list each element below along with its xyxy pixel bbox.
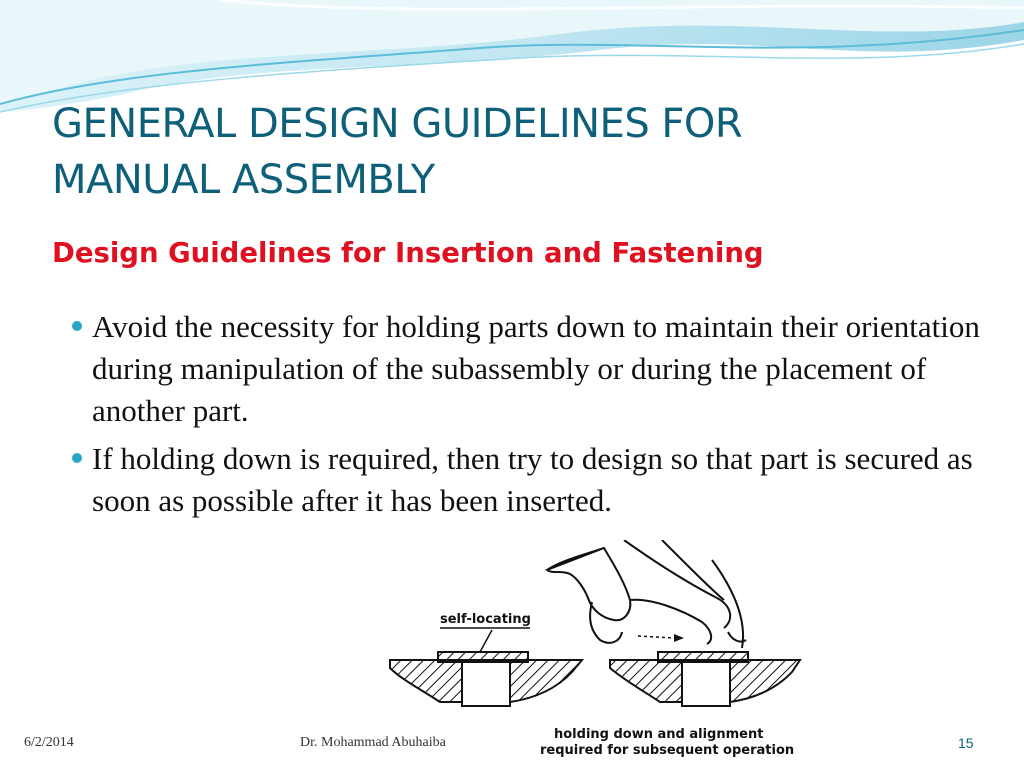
footer-author: Dr. Mohammad Abuhaiba	[300, 735, 446, 750]
title-line-1: GENERAL DESIGN GUIDELINES FOR	[52, 101, 743, 147]
assembly-illustration	[362, 540, 936, 768]
label-holding-down-line2: required for subsequent operation	[540, 743, 795, 758]
slide-title	[52, 96, 952, 208]
bullet-item	[70, 438, 990, 522]
label-self-locating: self-locating	[440, 612, 531, 627]
bullet-text: If holding down is required, then try to design so that part is secured as soon as possible after it has been inserted.	[92, 441, 973, 518]
bullet-item	[70, 306, 990, 432]
bullet-dot-icon	[72, 453, 82, 463]
footer-date: 6/2/2014	[24, 735, 74, 750]
slide-number: 15	[958, 735, 974, 751]
bullet-list	[70, 306, 990, 528]
title-line-2: MANUAL ASSEMBLY	[52, 157, 435, 203]
label-holding-down-line1: holding down and alignment	[554, 727, 764, 742]
slide-subtitle: Design Guidelines for Insertion and Fastening	[52, 237, 764, 269]
bullet-text: Avoid the necessity for holding parts down to maintain their orientation during manipulation of the subassembly or during the placement of another part.	[92, 309, 980, 428]
bullet-dot-icon	[72, 321, 82, 331]
